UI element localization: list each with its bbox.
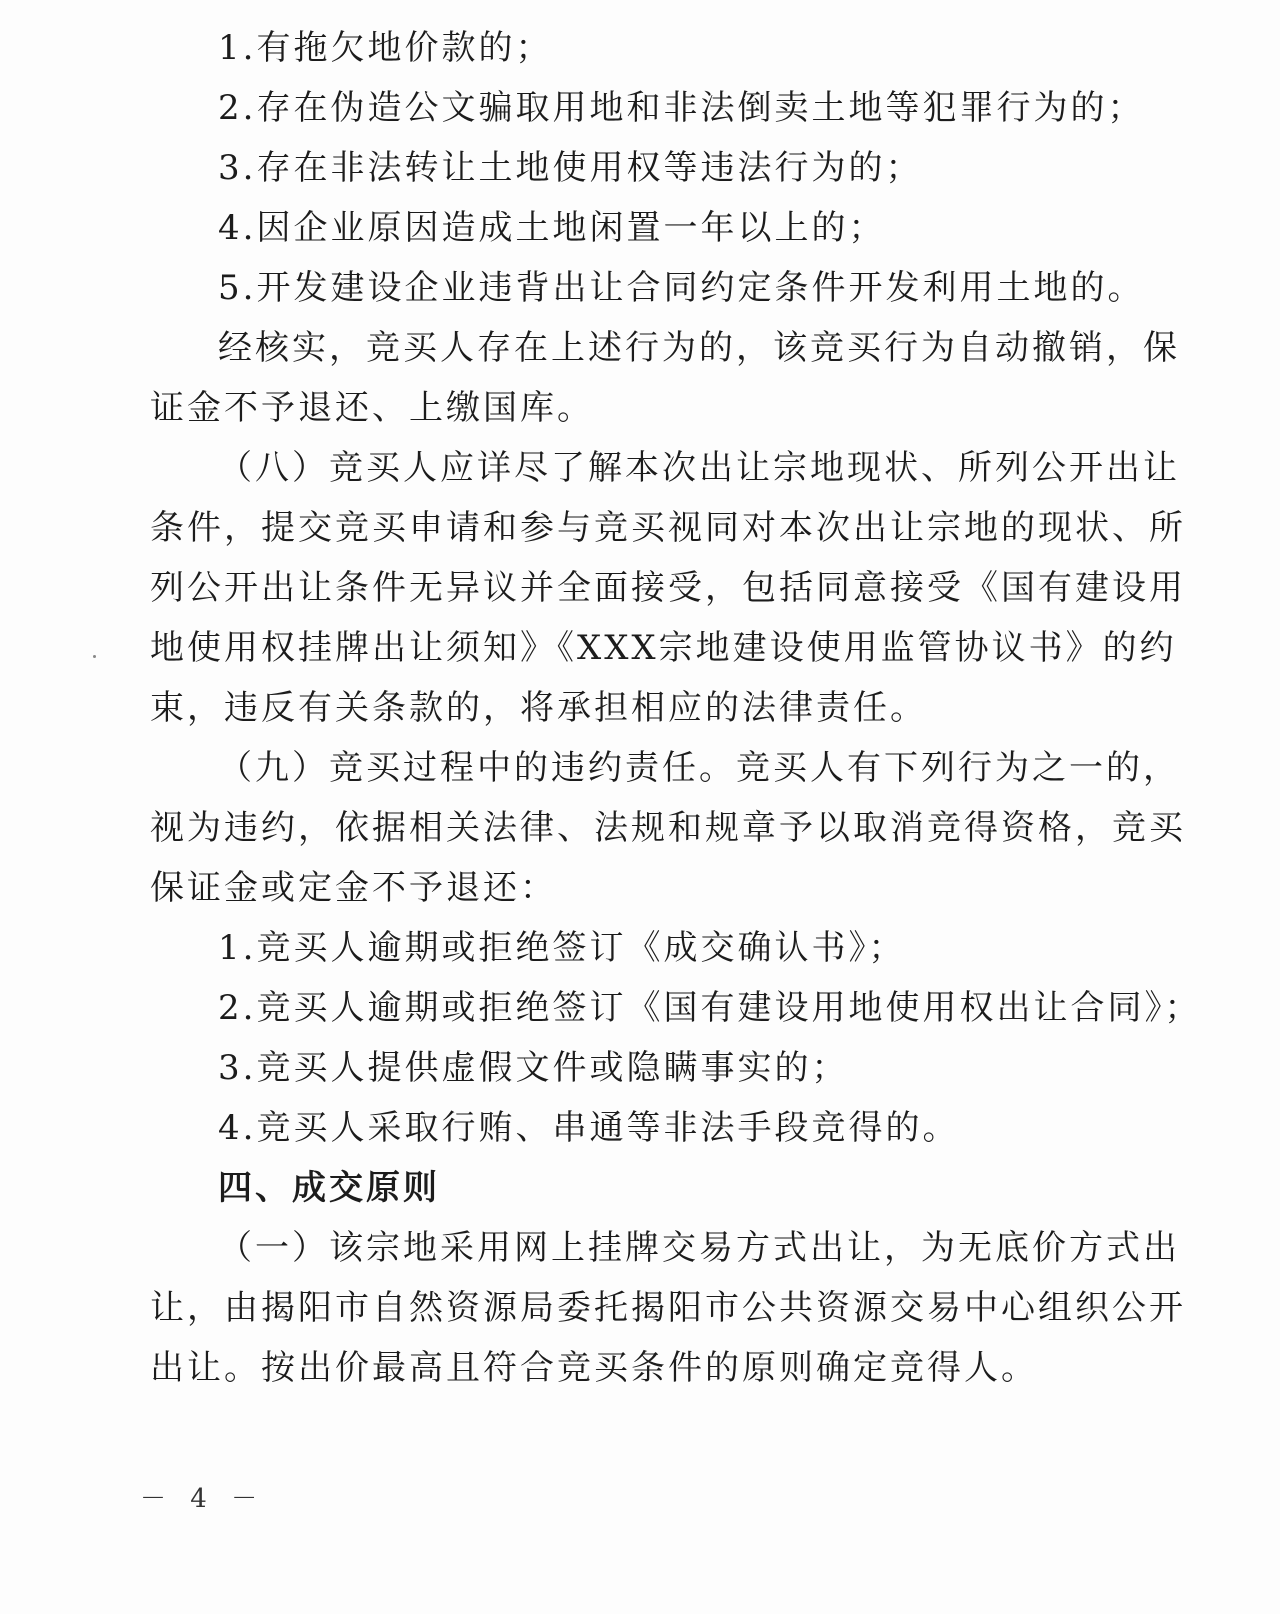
text-line: 4.竞买人采取行贿、串通等非法手段竞得的。 xyxy=(218,1108,960,1148)
text-line: 3.存在非法转让土地使用权等违法行为的； xyxy=(218,148,923,188)
text-line: 让，由揭阳市自然资源局委托揭阳市公共资源交易中心组织公开 xyxy=(150,1288,1186,1328)
text-line: 地使用权挂牌出让须知》《XXX宗地建设使用监管协议书》的约 xyxy=(150,628,1177,668)
text-line: 2.存在伪造公文骗取用地和非法倒卖土地等犯罪行为的； xyxy=(218,88,1145,128)
text-line: （九）竞买过程中的违约责任。竞买人有下列行为之一的， xyxy=(218,748,1180,788)
scan-artifact xyxy=(93,655,96,658)
text-line: 列公开出让条件无异议并全面接受，包括同意接受《国有建设用 xyxy=(150,568,1186,608)
text-line: 3.竞买人提供虚假文件或隐瞒事实的； xyxy=(218,1048,849,1088)
text-line: 视为违约，依据相关法律、法规和规章予以取消竞得资格，竞买 xyxy=(150,808,1186,848)
text-line: 1.有拖欠地价款的； xyxy=(218,28,553,68)
text-line: 保证金或定金不予退还： xyxy=(150,868,557,908)
text-line: 2.竞买人逾期或拒绝签订《国有建设用地使用权出让合同》； xyxy=(218,988,1202,1028)
page-number: － 4 － xyxy=(140,1484,266,1514)
text-line: 出让。按出价最高且符合竞买条件的原则确定竞得人。 xyxy=(150,1348,1038,1388)
text-line: 5.开发建设企业违背出让合同约定条件开发利用土地的。 xyxy=(218,268,1145,308)
section-heading: 四、成交原则 xyxy=(218,1168,440,1208)
text-line: 证金不予退还、上缴国库。 xyxy=(150,388,594,428)
text-line: 束，违反有关条款的，将承担相应的法律责任。 xyxy=(150,688,927,728)
document-body xyxy=(150,18,1202,1398)
text-line: 1.竞买人逾期或拒绝签订《成交确认书》； xyxy=(218,928,906,968)
text-line: （八）竞买人应详尽了解本次出让宗地现状、所列公开出让 xyxy=(218,448,1180,488)
text-line: 经核实，竞买人存在上述行为的，该竞买行为自动撤销，保 xyxy=(218,328,1180,368)
text-line: 条件，提交竞买申请和参与竞买视同对本次出让宗地的现状、所 xyxy=(150,508,1186,548)
text-line: （一）该宗地采用网上挂牌交易方式出让，为无底价方式出 xyxy=(218,1228,1180,1268)
text-line: 4.因企业原因造成土地闲置一年以上的； xyxy=(218,208,886,248)
